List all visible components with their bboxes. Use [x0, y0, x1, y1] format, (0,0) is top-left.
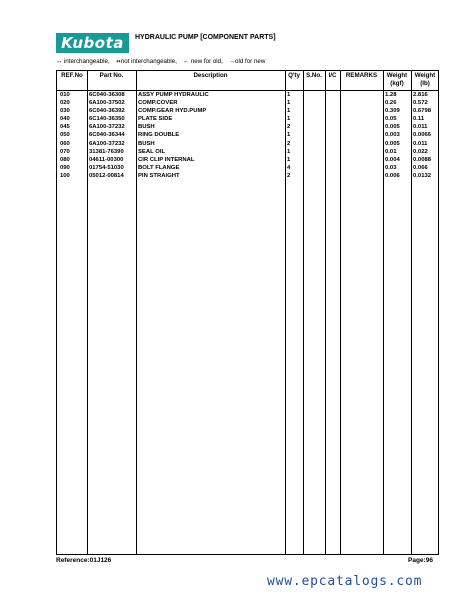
cell-ref: 070 [60, 148, 70, 155]
cell-part-no: 01754-51030 [89, 164, 124, 171]
table-row [57, 140, 438, 148]
cell-qty: 1 [287, 100, 291, 107]
cell-weight-lb: 0.0132 [413, 172, 432, 179]
cell-part-no: 6A100-37502 [89, 100, 125, 107]
table-row [57, 123, 438, 131]
legend-old-for-new: →old for new [228, 58, 266, 65]
parts-table [56, 70, 439, 555]
cell-description: PIN STRAIGHT [138, 172, 180, 179]
col-header-description: Description [193, 72, 228, 79]
cell-weight-lb: 0.011 [413, 124, 428, 131]
cell-weight-kgf: 0.005 [385, 124, 400, 131]
cell-part-no: 6C040-36392 [89, 108, 125, 115]
cell-part-no: 6A100-37232 [89, 124, 125, 131]
cell-weight-lb: 0.022 [413, 148, 428, 155]
col-header-ic: I/C [328, 72, 337, 79]
cell-weight-lb: 0.066 [413, 164, 428, 171]
table-row [57, 164, 438, 172]
cell-ref: 040 [60, 116, 70, 123]
cell-qty: 2 [287, 140, 291, 147]
cell-description: RING DOUBLE [138, 132, 180, 139]
table-row [57, 172, 438, 180]
cell-weight-kgf: 0.005 [385, 140, 400, 147]
col-header-ref: REF.No [61, 72, 83, 79]
table-row [57, 156, 438, 164]
cell-description: COMP.COVER [138, 100, 178, 107]
legend-new-for-old: ← new for old, [182, 58, 223, 65]
page-title: HYDRAULIC PUMP [COMPONENT PARTS] [135, 34, 276, 41]
col-header-remarks: REMARKS [345, 72, 378, 79]
cell-description: BUSH [138, 140, 155, 147]
page-number: Page:96 [408, 557, 433, 564]
cell-weight-kgf: 0.01 [385, 148, 397, 155]
cell-weight-kgf: 0.26 [385, 100, 397, 107]
cell-qty: 1 [287, 132, 291, 139]
cell-weight-lb: 0.0066 [413, 132, 432, 139]
cell-description: BUSH [138, 124, 155, 131]
cell-description: PLATE SIDE [138, 116, 173, 123]
cell-weight-lb: 2.816 [413, 92, 428, 98]
brand-name: Kubota [61, 34, 124, 52]
weight-lb-label: Weight [414, 72, 436, 79]
cell-qty: 1 [287, 92, 291, 98]
cell-weight-kgf: 0.006 [385, 172, 400, 179]
cell-ref: 090 [60, 164, 70, 171]
cell-part-no: 04611-00300 [89, 156, 124, 163]
col-header-qty: Q'ty [288, 72, 300, 79]
cell-qty: 1 [287, 156, 291, 163]
col-header-part: Part No. [99, 72, 124, 79]
cell-qty: 1 [287, 148, 291, 155]
table-row [57, 148, 438, 156]
cell-part-no: 6C140-36350 [89, 116, 125, 123]
cell-weight-kgf: 0.003 [385, 132, 400, 139]
table-row [57, 99, 438, 107]
cell-qty: 4 [287, 164, 291, 171]
cell-weight-kgf: 0.05 [385, 116, 397, 123]
cell-part-no: 6C040-36344 [89, 132, 125, 139]
cell-ref: 080 [60, 156, 70, 163]
reference-code: Reference:01J126 [56, 557, 112, 564]
cell-ref: 020 [60, 100, 70, 107]
cell-ref: 030 [60, 108, 70, 115]
cell-weight-kgf: 0.03 [385, 164, 397, 171]
table-row [57, 107, 438, 115]
cell-ref: 045 [60, 124, 70, 131]
cell-weight-kgf: 1.28 [385, 92, 397, 98]
cell-qty: 2 [287, 124, 291, 131]
weight-lb-unit: (lb) [420, 80, 430, 87]
cell-part-no: 6C040-36308 [89, 92, 125, 98]
cell-weight-lb: 0.0088 [413, 156, 432, 163]
legend-interchangeable: ↔ interchangeable, [56, 58, 110, 65]
cell-ref: 100 [60, 172, 70, 179]
cell-description: ASSY PUMP HYDRAULIC [138, 92, 209, 98]
cell-ref: 060 [60, 140, 70, 147]
cell-description: BOLT FLANGE [138, 164, 180, 171]
legend-not-interchangeable: ⇸not interchangeable, [115, 58, 177, 65]
parts-rows [57, 91, 438, 180]
cell-part-no: 31381-76390 [89, 148, 124, 155]
table-row [57, 91, 438, 99]
cell-weight-lb: 0.572 [413, 100, 428, 107]
cell-weight-lb: 0.11 [413, 116, 425, 123]
cell-ref: 010 [60, 92, 70, 98]
col-header-sno: S.No. [306, 72, 322, 79]
table-row [57, 115, 438, 123]
cell-weight-lb: 0.011 [413, 140, 428, 147]
cell-ref: 050 [60, 132, 70, 139]
cell-qty: 1 [287, 116, 291, 123]
cell-description: COMP.GEAR HYD.PUMP [138, 108, 207, 115]
watermark: www.epcatalogs.com [267, 574, 423, 589]
interchangeability-legend [56, 58, 265, 65]
weight-kgf-unit: (kgf) [390, 80, 404, 87]
kubota-logo [56, 33, 129, 53]
weight-kgf-label: Weight [386, 72, 408, 79]
cell-weight-kgf: 0.309 [385, 108, 400, 115]
table-row [57, 131, 438, 139]
cell-qty: 1 [287, 108, 291, 115]
cell-weight-lb: 0.6798 [413, 108, 432, 115]
col-header-weight-lb [411, 72, 439, 88]
cell-part-no: 05012-00814 [89, 172, 124, 179]
cell-weight-kgf: 0.004 [385, 156, 400, 163]
cell-description: CIR CLIP INTERNAL [138, 156, 195, 163]
cell-qty: 2 [287, 172, 291, 179]
cell-part-no: 6A100-37232 [89, 140, 125, 147]
cell-description: SEAL OIL [138, 148, 166, 155]
col-header-weight-kgf [383, 72, 411, 88]
